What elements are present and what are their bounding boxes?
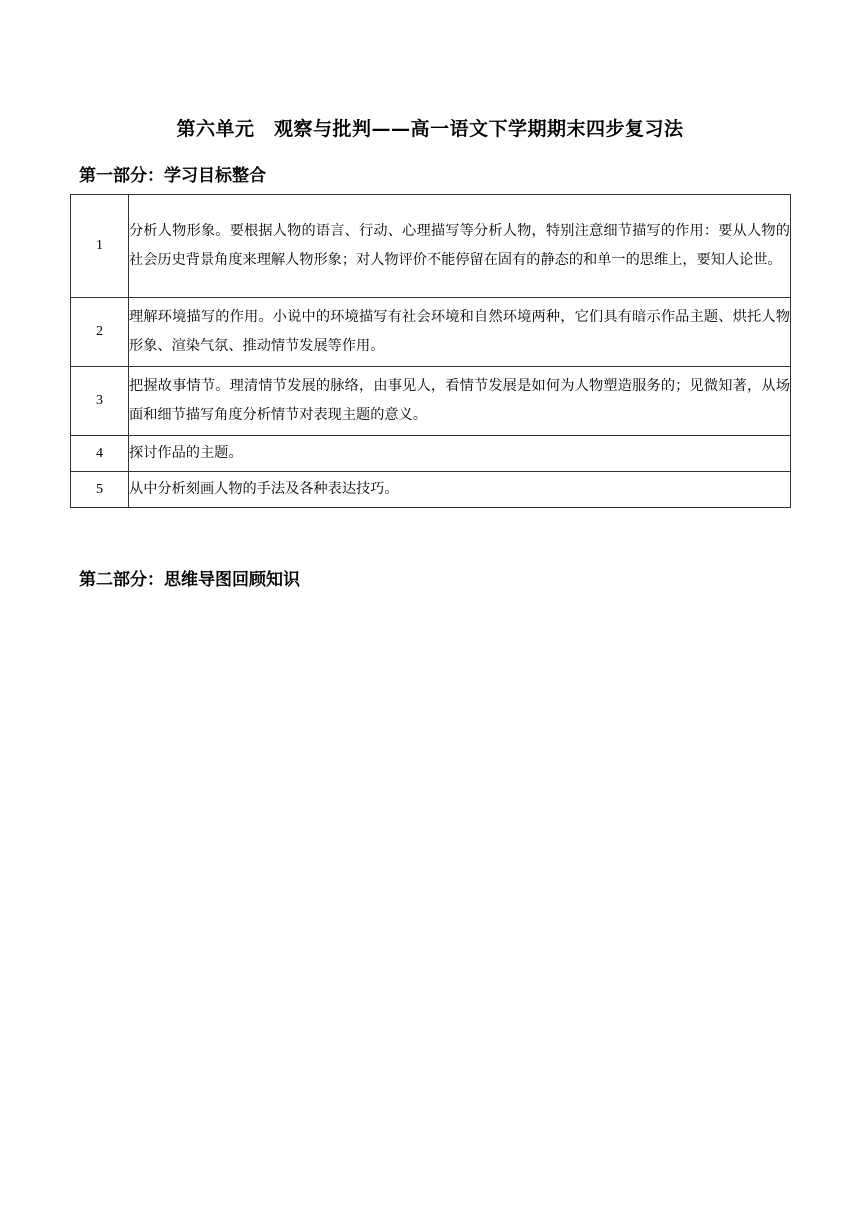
table-row (71, 298, 791, 367)
row-number: 4 (71, 436, 129, 472)
table-row (71, 472, 791, 508)
page-title: 第六单元 观察与批判——高一语文下学期期末四步复习法 (176, 118, 684, 140)
table-row (71, 436, 791, 472)
row-text: 理解环境描写的作用。小说中的环境描写有社会环境和自然环境两种，它们具有暗示作品主题、烘托人物形象、渲染气氛、推动情节发展等作用。 (129, 298, 791, 367)
row-text: 分析人物形象。要根据人物的语言、行动、心理描写等分析人物，特别注意细节描写的作用：要从人物的社会历史背景角度来理解人物形象；对人物评价不能停留在固有的静态的和单一的思维上，要知人论世。 (129, 195, 791, 298)
row-text: 探讨作品的主题。 (129, 436, 791, 472)
row-text: 从中分析刻画人物的手法及各种表达技巧。 (129, 472, 791, 508)
row-number: 5 (71, 472, 129, 508)
row-number: 3 (71, 367, 129, 436)
table-row (71, 367, 791, 436)
row-number: 1 (71, 195, 129, 298)
learning-goals-table (70, 194, 791, 508)
row-number: 2 (71, 298, 129, 367)
section-heading-mind-map: 第二部分：思维导图回顾知识 (79, 570, 300, 590)
section-heading-learning-goals: 第一部分：学习目标整合 (79, 166, 266, 186)
table-row (71, 195, 791, 298)
row-text: 把握故事情节。理清情节发展的脉络，由事见人，看情节发展是如何为人物塑造服务的；见微知著，从场面和细节描写角度分析情节对表现主题的意义。 (129, 367, 791, 436)
